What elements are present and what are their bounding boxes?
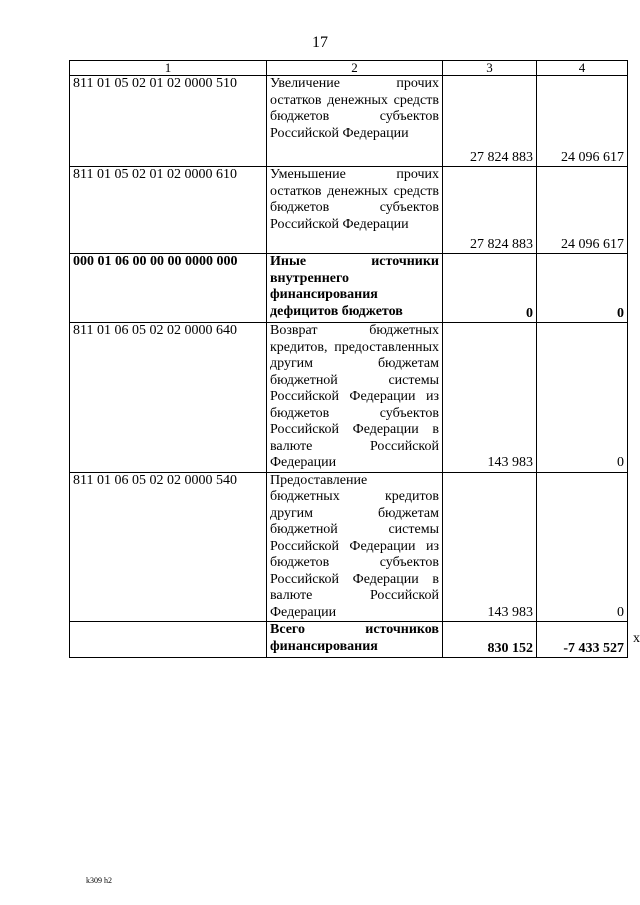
amount-col3: 27 824 883 xyxy=(443,167,537,254)
amount-col3: 27 824 883 xyxy=(443,76,537,167)
table-row xyxy=(70,167,628,254)
amount-col4: 24 096 617 xyxy=(537,76,628,167)
amount-col4: 0 xyxy=(537,323,628,473)
row-end-mark: x xyxy=(633,631,640,646)
footer-code: k309 h2 xyxy=(86,876,112,885)
table-row xyxy=(70,622,628,658)
source-name: Предоставление бюджетных кредитов другим бюджетам бюджетной системы Российской Федерации из бюджетов субъектов Российской Федерации в валюте Российской Федерации xyxy=(267,472,443,622)
table-row xyxy=(70,323,628,473)
amount-col4: 24 096 617 xyxy=(537,167,628,254)
table-row xyxy=(70,472,628,622)
column-header-2: 2 xyxy=(267,61,443,76)
amount-col3: 830 152 xyxy=(443,622,537,658)
page-number: 17 xyxy=(312,34,328,51)
budget-code: 811 01 05 02 01 02 0000 510 xyxy=(70,76,267,167)
budget-code: 811 01 06 05 02 02 0000 640 xyxy=(70,323,267,473)
source-name: Увеличение прочих остатков денежных средств бюджетов субъектов Российской Федерации xyxy=(267,76,443,167)
amount-col4: -7 433 527 xyxy=(537,622,628,658)
column-header-1: 1 xyxy=(70,61,267,76)
amount-col4: 0 xyxy=(537,254,628,323)
source-name: Всего источников финансирования xyxy=(267,622,443,658)
table-row xyxy=(70,76,628,167)
amount-col3: 143 983 xyxy=(443,323,537,473)
source-name: Иные источники внутреннего финансирования дефицитов бюджетов xyxy=(267,254,443,323)
budget-sources-table xyxy=(69,60,628,658)
budget-code xyxy=(70,622,267,658)
amount-col3: 143 983 xyxy=(443,472,537,622)
column-header-3: 3 xyxy=(443,61,537,76)
amount-col3: 0 xyxy=(443,254,537,323)
budget-code: 811 01 05 02 01 02 0000 610 xyxy=(70,167,267,254)
budget-code: 000 01 06 00 00 00 0000 000 xyxy=(70,254,267,323)
amount-col4: 0 xyxy=(537,472,628,622)
source-name: Уменьшение прочих остатков денежных средств бюджетов субъектов Российской Федерации xyxy=(267,167,443,254)
source-name: Возврат бюджетных кредитов, предоставленных другим бюджетам бюджетной системы Российской Федерации из бюджетов субъектов Российской Федерации в валюте Российской Федерации xyxy=(267,323,443,473)
column-header-4: 4 xyxy=(537,61,628,76)
table-header-row xyxy=(70,61,628,76)
table-row xyxy=(70,254,628,323)
budget-code: 811 01 06 05 02 02 0000 540 xyxy=(70,472,267,622)
